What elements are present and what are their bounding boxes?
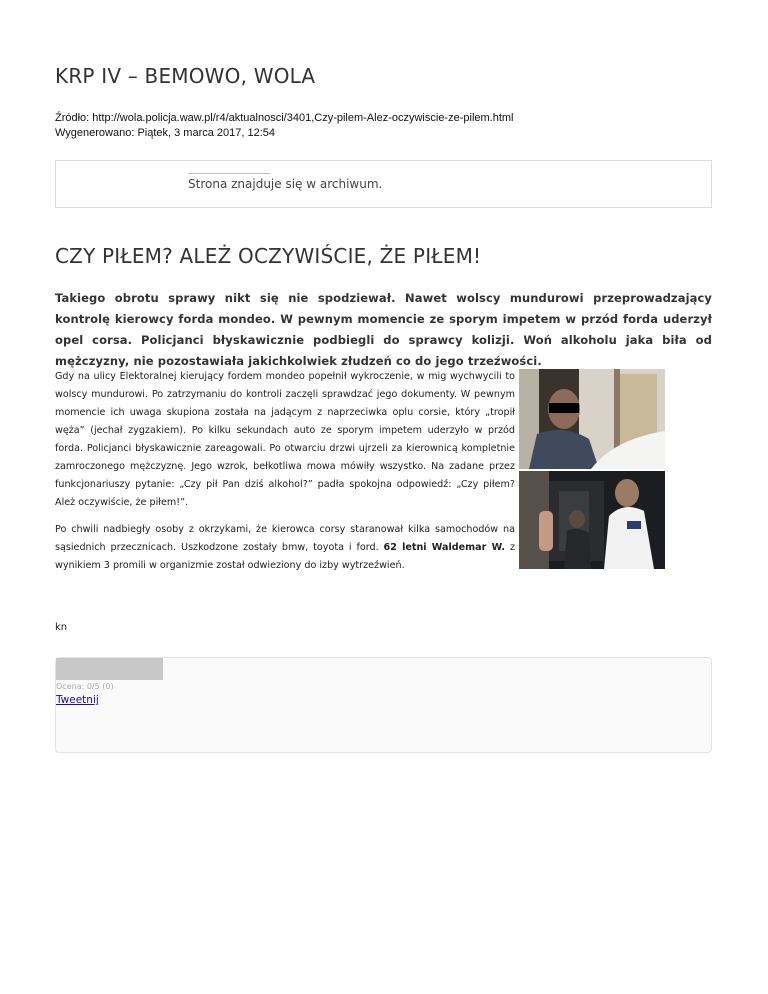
source-line: Źródło: http://wola.policja.waw.pl/r4/aktualnosci/3401,Czy-pilem-Alez-oczywiscie-ze-pilem.html bbox=[55, 112, 514, 124]
article-paragraph: Gdy na ulicy Elektoralnej kierujący fordem mondeo popełnił wykroczenie, w mig wychwycili to wolscy mundurowi. Po zatrzymaniu do kontroli zaczęli sprawdzać jego dokumenty. W pewnym momencie ich uwaga skupiona została na jadącym z naprzeciwka oplu corsie, który „tropił węża” (jechał zygzakiem). Po kilku sekundach auto ze sporym impetem uderzyło w przód forda. Policjanci błyskawicznie zareagowali. Po otwarciu drzwi ujrzeli za kierownicą kompletnie zamroczonego mężczyznę. Jego wzrok, bełkotliwa mowa mówiły wszystko. Na zadane przez funkcjonariuszy pytanie: „Czy pił Pan dziś alkohol?” padła spokojna odpowiedź: „Czy piłem? Ależ oczywiście, że piłem!”. bbox=[55, 371, 515, 508]
archive-notice bbox=[55, 160, 712, 208]
paragraph-bold: 62 letni Waldemar W. bbox=[383, 542, 506, 553]
generated-line: Wygenerowano: Piątek, 3 marca 2017, 12:54 bbox=[55, 127, 276, 139]
paragraph-text: Po chwili nadbiegły osoby z okrzykami, że kierowca corsy staranował kilka samochodów na sąsiednich przecznicach. Uszkodzone zostały bmw, toyota i ford. bbox=[55, 524, 515, 553]
archive-message: Strona znajduje się w archiwum. bbox=[188, 177, 383, 191]
paragraph-text: z wynikiem 3 promili w organizmie został odwieziony do izby wytrzeźwień. bbox=[55, 542, 515, 571]
article-paragraph bbox=[55, 521, 515, 575]
rating-bar[interactable] bbox=[56, 658, 163, 680]
article-title: CZY PIŁEM? ALEŻ OCZYWIŚCIE, ŻE PIŁEM! bbox=[55, 244, 482, 268]
rating-text: Ocena: 0/5 (0) bbox=[56, 682, 114, 691]
tweet-link[interactable]: Tweetnij bbox=[56, 694, 99, 706]
photo-driver[interactable] bbox=[519, 369, 665, 469]
site-title: KRP IV – BEMOWO, WOLA bbox=[55, 64, 316, 88]
article-lead: Takiego obrotu sprawy nikt się nie spodziewał. Nawet wolscy mundurowi przeprowadzający kontrolę kierowcy forda mondeo. W pewnym momencie ze sporym impetem w przód forda uderzył opel corsa. Policjanci błyskawicznie podbiegli do sprawcy kolizji. Woń alkoholu jaka biła od mężczyzny, nie pozostawiała jakichkolwiek złudzeń co do jego trzeźwości. bbox=[55, 291, 712, 368]
photo-police[interactable] bbox=[519, 471, 665, 569]
article-photos bbox=[519, 369, 665, 569]
article-signature: kn bbox=[55, 622, 68, 633]
rating-panel bbox=[55, 657, 712, 753]
meta-info bbox=[55, 111, 514, 141]
article-body bbox=[55, 368, 515, 584]
archive-divider bbox=[188, 173, 270, 174]
